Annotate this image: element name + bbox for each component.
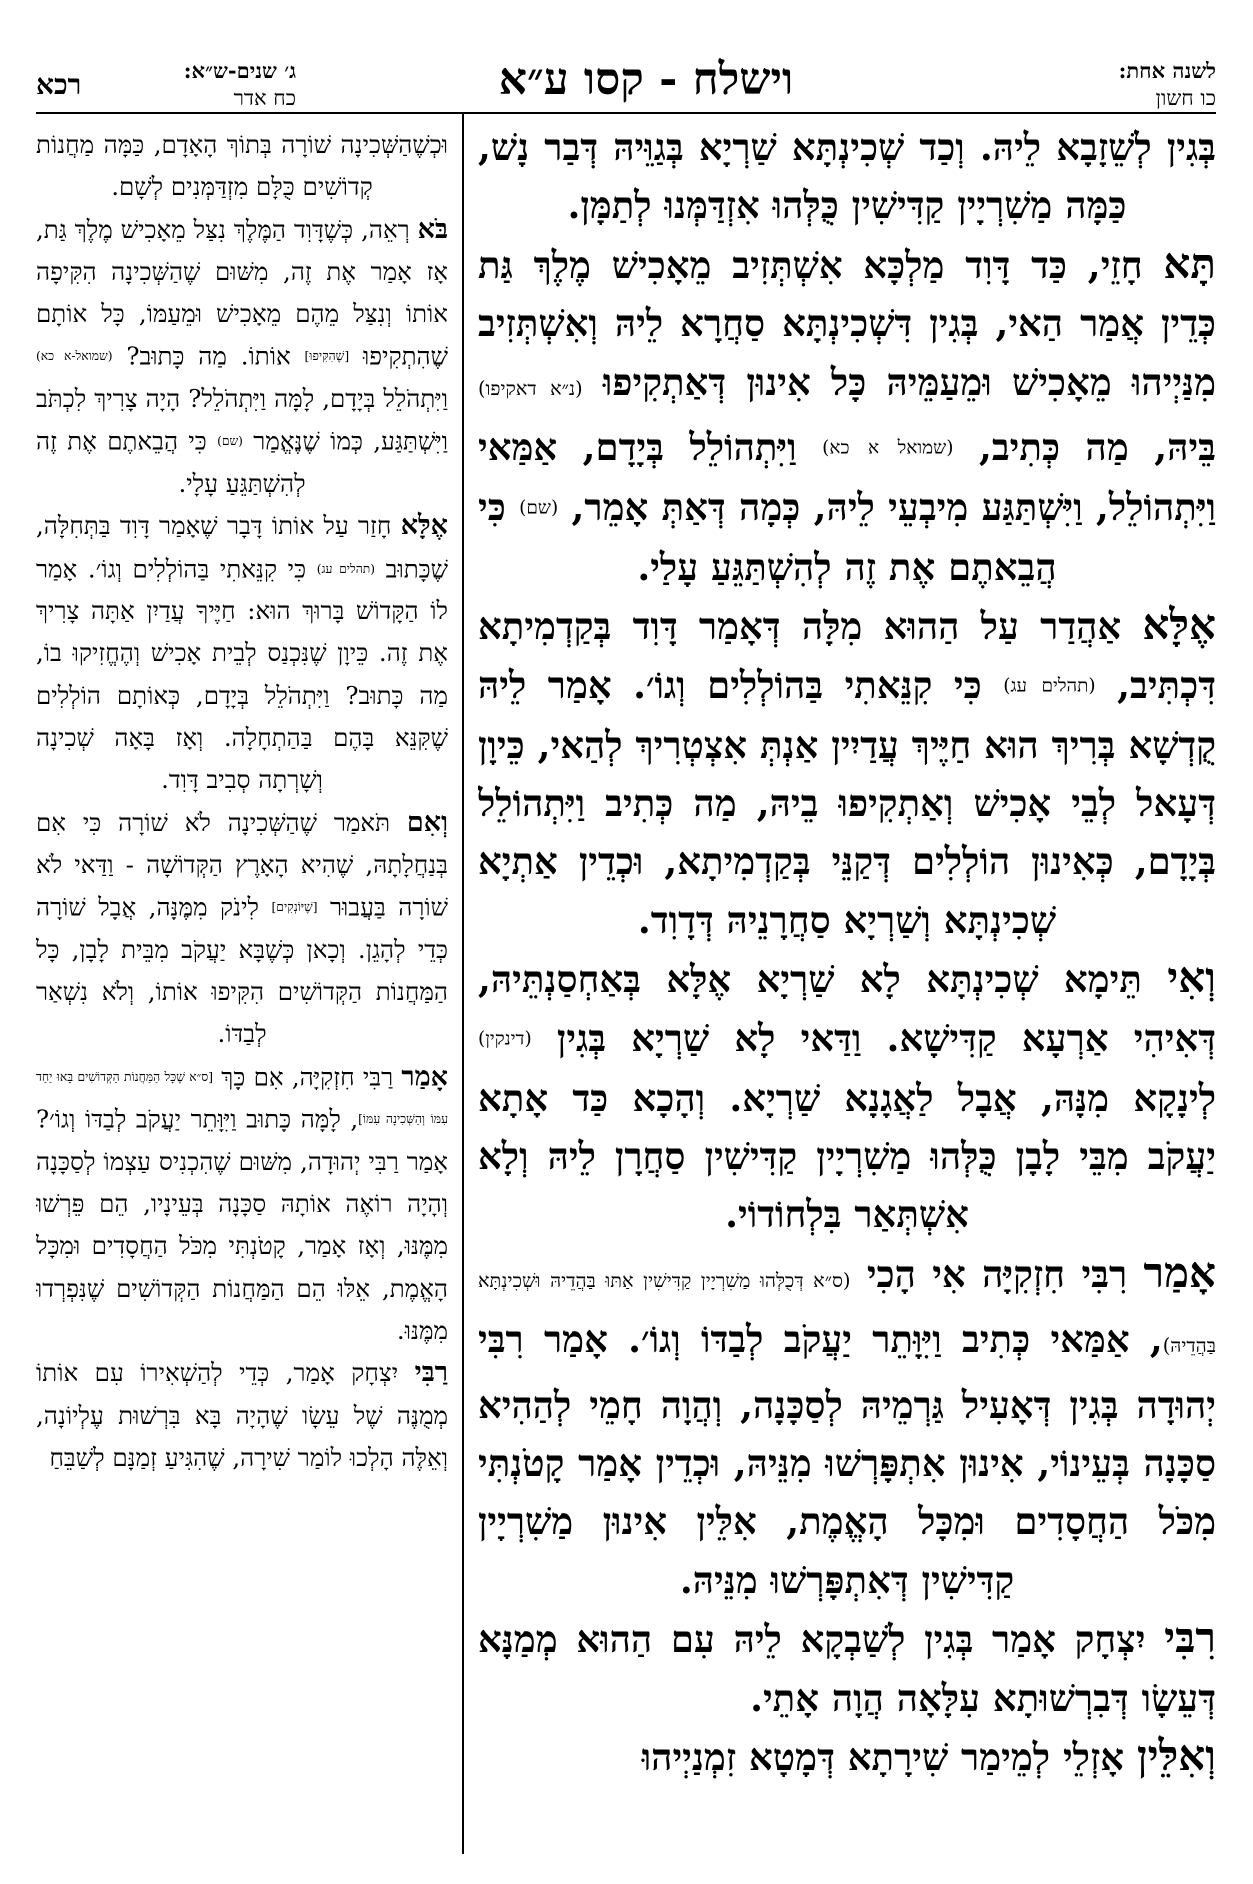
- aramaic-text: בְּגִין לְשֵׁזָבָא לֵיהּ. וְכַד שְׁכִינְתָּא שַׁרְיָא בְּגַוֵּיהּ דְּבַר נָשׁ, כַּמָּה מַשִׁרְיָין קַדִּישִׁין כֻּלְּהוּ אִזְדַּמְּנוּ לְתַמָּן.: [478, 125, 1216, 228]
- aramaic-text: אַהֲדַר עַל הַהוּא מִלָּה דְּאָמַר דָּוִד בְּקַדְמִיתָא דִּכְתִּיב,: [478, 604, 1216, 707]
- verse-reference: (שמואל-א כא): [36, 349, 113, 364]
- hebrew-translation-column: [36, 124, 448, 1864]
- hebrew-paragraph-2: [36, 209, 448, 506]
- header-left: [36, 58, 296, 110]
- hebrew-text: תֹּאמַר שֶׁהַשְּׁכִינָה לֹא שׁוֹרָה כִּי אִם בְּנַחֲלָתָהּ, שֶׁהִיא הָאָרֶץ הַקְּדוֹשָׁה - וַדַּאי לֹא שׁוֹרָה בַּעֲבוּר: [36, 807, 448, 922]
- paragraph-lead-word: אָמַר: [1143, 1247, 1216, 1297]
- hebrew-paragraph-1: [36, 124, 448, 209]
- aramaic-text: , אַמַּאי כְּתִיב וַיִּוָּתֵר יַעֲקֹב לְבַדּוֹ וְגוֹ׳. אָמַר רִבִּי יְהוּדָה בְּגִין דְּאָעִיל גַּרְמֵיהּ לְסַכָּנָה, וְהֲוָה חָמֵי לְהַהִיא סַכָּנָה בְּעֵינוֹי, אִינוּן אִתְפָּרְשׁוּ מִנֵּיהּ, וּכְדֵין אָמַר קָטֹנְתִּי מִכֹּל הַחֲסָדִים וּמִכָּל הָאֱמֶת, אִלֵּין אִינוּן מַשִׁרְיָין קַדִּישִׁין דְּאִתְפָּרְשׁוּ מִנֵּיהּ.: [478, 1317, 1216, 1602]
- verse-reference: (שמואל א כא): [822, 437, 954, 459]
- hebrew-text: כִּי קִנֵּאתִי בַּהוֹלְלִים וְגוֹ׳. אָמַר לוֹ הַקָּדוֹשׁ בָּרוּךְ הוּא: חַיֶּיךָ עֲדַיִן אַתָּה צָרִיךְ אֶת זֶה. כֵּיוָן שֶׁנִּכְנַס לְבֵית אָכִישׁ וְהֶחֱזִיקוּ בוֹ, מַה כָּתוּב? וַיִּתְהֹלֵל בְּיָדָם, כְּאוֹתָם הוֹלְלִים שֶׁקִּנֵּא בָּהֶם בַּהַתְחָלָה. וְאָז בָּאָה שְׁכִינָה וְשָׁרְתָה סְבִיב דָּוִד.: [36, 553, 448, 795]
- page-title: וישלח - קסו ע״א: [498, 54, 794, 105]
- hebrew-text: וַיִּתְהֹלֵל בְּיָדָם, לָמָּה וַיִּתְהֹלֵל? הָיָה צָרִיךְ לִכְתֹּב וַיִּשְׁתַּגַּע, כְּמוֹ שֶׁנֶּאֱמַר: [36, 384, 448, 456]
- years-cycle-date: כח אדר: [233, 86, 296, 110]
- hebrew-text: יִצְחָק אָמַר, כְּדֵי לְהַשְׁאִירוֹ עִם אוֹתוֹ מְמֻנֶּה שֶׁל עֵשָׂו שֶׁהָיָה בָּא בִּרְשׁוּת עֶלְיוֹנָה, וְאֵלֶּה הָלְכוּ לוֹמַר שִׁירָה, שֶׁהִגִּיעַ זְמַנָּם לְשַׁבֵּחַ: [36, 1358, 448, 1472]
- hebrew-text: כִּי הֲבֵאתֶם אֶת זֶה לְהִשְׁתַּגֵּעַ עָלָי.: [36, 426, 306, 498]
- column-divider: [462, 114, 464, 1854]
- verse-reference: (שם): [217, 434, 243, 449]
- hebrew-paragraph-3: [36, 505, 448, 801]
- page-header: [36, 50, 1216, 112]
- aramaic-text: יִצְחָק אָמַר בְּגִין לְשַׁבְקָא לֵיהּ עִם הַהוּא מְמַנָּא דְּעֵשָׂו דְּבִרְשׁוּתָא עִלָּאָה הֲוָה אָתֵי.: [478, 1617, 1216, 1720]
- aramaic-paragraph-5: [478, 1244, 1216, 1609]
- aramaic-text: וַיִּתְהוֹלֵל בְּיָדָם, אַמַּאי וַיִּתְהוֹלֵל, וַיִּשְׁתַּגַּע מִיבְעֵי לֵיהּ, כְּמָה דְּאַתְּ אָמֵר,: [478, 425, 1216, 529]
- hebrew-text: רְאֵה, כְּשֶׁדָּוִד הַמֶּלֶךְ נִצַּל מֵאָכִישׁ מֶלֶךְ גַּת, אָז אָמַר אֶת זֶה, מִשּׁוּם שֶׁהַשְּׁכִינָה הִקִּיפָה אוֹתוֹ וְנִצַּל מֵהֶם מֵאָכִישׁ וּמֵעַמּוֹ, כָּל אוֹתָם שֶׁהִתְקִיפוּ: [36, 214, 448, 371]
- verse-reference: (שם): [519, 497, 559, 519]
- years-cycle-label: ג׳ שנים-ש״א:: [183, 58, 296, 83]
- aramaic-paragraph-3: [478, 596, 1216, 949]
- variant-note: [שֶׁיּוֹנְקִים]: [271, 900, 318, 915]
- variant-note: (ס״א דְּכֻלְּהוּ מַשִׁרְיָין קַדִּישִׁין אַתּוּ בַּהֲדֵיהּ וּשְׁכִינְתָּא בַּהֲדֵיהּ): [478, 1268, 1216, 1358]
- aramaic-paragraph-4: [478, 949, 1216, 1244]
- page-number: רכא: [36, 68, 82, 101]
- aramaic-text: בֵּיהּ, מַה כְּתִיב,: [953, 425, 1216, 470]
- aramaic-text: רִבִּי חִזְקִיָּה אִי הָכִי: [850, 1251, 1144, 1296]
- variant-note: (דינקין): [478, 1028, 532, 1050]
- header-rule: [36, 112, 1216, 114]
- paragraph-lead-word: אֶלָּא: [400, 510, 448, 542]
- hebrew-text: וּכְשֶׁהַשְּׁכִינָה שׁוֹרָה בְּתוֹךְ הָאָדָם, כַּמָּה מַחֲנוֹת קְדוֹשִׁים כֻּלָּם מִזְדַּמְּנִים לְשָׁם.: [36, 130, 448, 202]
- aramaic-text: חָזֵי, כַּד דָּוִד מַלְכָּא אִשְׁתְּזִיב מֵאָכִישׁ מֶלֶךְ גַּת כְּדֵין אֲמַר הַאי, בְּגִין דִּשְׁכִינְתָּא סַחֲרָא לֵיהּ וְאִשְׁתְּזִיב מִנַּיְיהוּ מֵאָכִישׁ וּמֵעַמֵּיהּ כָּל אִינוּן דְּאַתְקִיפוּ: [478, 242, 1216, 404]
- hebrew-text: רַבִּי חִזְקִיָּה, אִם כָּךְ: [213, 1061, 402, 1091]
- aramaic-paragraph-6: [478, 1609, 1216, 1727]
- variant-note: [שֶׁהִקִּיפוּ]: [304, 349, 350, 364]
- verse-reference: (תהלים עג): [316, 561, 376, 576]
- hebrew-text: אוֹתוֹ. מַה כָּתוּב?: [112, 341, 305, 371]
- one-year-cycle-label: לשנה אחת:: [1118, 58, 1216, 83]
- verse-reference: (תהלים עג): [1003, 675, 1096, 697]
- aramaic-text: תֵּימָא שְׁכִינְתָּא לָא שַׁרְיָא אֶלָּא בְּאַחְסַנְתֵּיהּ, דְּאִיהִי אַרְעָא קַדִּישָׁא. וַדַּאי לָא שַׁרְיָא בְּגִין: [478, 957, 1216, 1060]
- aramaic-paragraph-1: [478, 118, 1216, 235]
- hebrew-text: לִינֹק מִמֶּנָּה, אֲבָל שׁוֹרָה כְּדֵי לְהָגֵן. וְכָאן כְּשֶׁבָּא יַעֲקֹב מִבֵּית לָבָן, כָּל הַמַּחֲנוֹת הַקְּדוֹשִׁים הִקִּיפוּ אוֹתוֹ, וְלֹא נִשְׁאַר לְבַדּוֹ.: [36, 892, 448, 1049]
- header-right: [1016, 58, 1216, 111]
- hebrew-paragraph-6: [36, 1352, 448, 1479]
- aramaic-text: אָזְלֵי לְמֵימַר שִׁירָתָא דְּמָטָא זִמְנַיְיהוּ: [641, 1735, 1137, 1780]
- paragraph-lead-word: אֶלָּא: [1142, 600, 1216, 650]
- aramaic-text: כִּי קִנֵּאתִי בַּהוֹלְלִים וְגוֹ׳. אָמַר לֵיהּ קֻדְשָׁא בְּרִיךְ הוּא חַיֶּיךְ עֲדַיִין אַנְתְּ אִצְטְרִיךְ לְהַאי, כֵּיוָן דְּעָאל לְבֵי אָכִישׁ וְאַתְקִיפוּ בֵיהּ, מַה כְּתִיב וַיִּתְהוֹלֵל בְּיָדָם, כְּאִינוּן הוֹלְלִים דְּקַנֵּי בְּקַדְמִיתָא, וּכְדֵין אַתְיָא שְׁכִינְתָּא וְשַׁרְיָא סַחֲרָנֵיהּ דְּדָוִד.: [478, 662, 1216, 942]
- aramaic-paragraph-7: [478, 1727, 1216, 1786]
- paragraph-lead-word: רִבִּי: [1164, 1613, 1216, 1663]
- paragraph-lead-word: אָמַר: [401, 1060, 448, 1092]
- aramaic-paragraph-2: [478, 235, 1216, 597]
- hebrew-text: , לָמָּה כָּתוּב וַיִּוָּתֵר יַעֲקֹב לְבַדּוֹ וְגוֹ׳? אָמַר רַבִּי יְהוּדָה, מִשּׁוּם שֶׁהִכְנִיס עַצְמוֹ לְסַכָּנָה וְהָיָה רוֹאֶה אוֹתָהּ סַכָּנָה בְּעֵינָיו, הֵם פֵּרְשׁוּ מִמֶּנּוּ, וְאָז אָמַר, קָטֹנְתִּי מִכֹּל הַחֲסָדִים וּמִכָּל הָאֱמֶת, אֵלּוּ הֵם הַמַּחֲנוֹת הַקְּדוֹשִׁים שֶׁנִּפְרְדוּ מִמֶּנּוּ.: [36, 1104, 448, 1345]
- hebrew-paragraph-5: [36, 1056, 448, 1353]
- aramaic-text: כִּי הֲבֵאתֶם אֶת זֶה לְהִשְׁתַּגֵּעַ עָלַי.: [478, 484, 1057, 589]
- aramaic-text: לְינָקָא מִנָּהּ, אֲבָל לַאֲגָנָא שַׁרְיָא. וְהָכָא כַּד אָתָא יַעֲקֹב מִבֵּי לָבָן כֻּלְּהוּ מַשִׁרְיָין קַדִּישִׁין סַחֲרָן לֵיהּ וְלָא אִשְׁתְּאַר בִּלְחוֹדוֹי.: [478, 1075, 1216, 1237]
- paragraph-lead-word: וְאִם: [406, 806, 448, 838]
- paragraph-lead-word: בֹּא: [417, 213, 448, 245]
- paragraph-lead-word: וְאִלֵּין: [1136, 1731, 1216, 1781]
- one-year-cycle-date: כו חשון: [1155, 86, 1216, 110]
- variant-note: (נ״א דאקיפו): [478, 376, 583, 400]
- hebrew-paragraph-4: [36, 802, 448, 1056]
- paragraph-lead-word: רַבִּי: [414, 1357, 448, 1389]
- paragraph-lead-word: וְאִי: [1167, 953, 1216, 1003]
- paragraph-lead-word: תָּא: [1163, 238, 1216, 288]
- aramaic-column: [478, 118, 1216, 1864]
- variant-note: [ס״א שֶׁכָּל הַמַּחֲנוֹת הַקְּדוֹשִׁים בָּאוּ יַחַד עִמּוֹ וְהַשְּׁכִינָה עִמּוֹ]: [36, 1069, 448, 1127]
- hebrew-text: חָזַר עַל אוֹתוֹ דָּבָר שֶׁאָמַר דָּוִד בַּתְּחִלָּה, שֶׁכָּתוּב: [36, 511, 448, 583]
